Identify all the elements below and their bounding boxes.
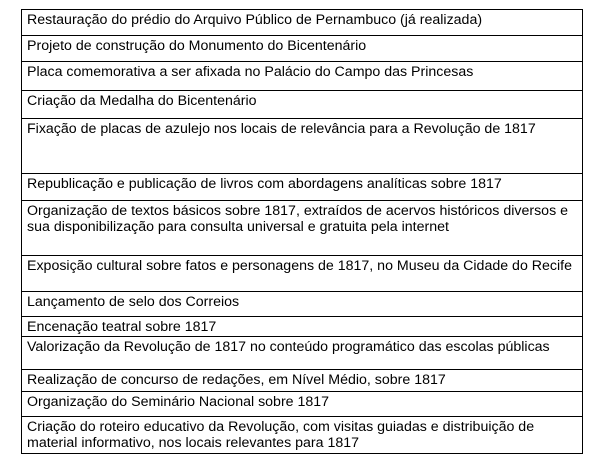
table-row: Placa comemorativa a ser afixada no Palácio do Campo das Princesas [22,62,583,91]
table-row: Projeto de construção do Monumento do Bicentenário [22,36,583,62]
table-row: Criação do roteiro educativo da Revolução, com visitas guiadas e distribuição de material informativo, nos locais relevantes para 1817 [22,417,583,454]
table-row: Valorização da Revolução de 1817 no conteúdo programático das escolas públicas [22,337,583,370]
table-row: Organização do Seminário Nacional sobre 1817 [22,392,583,417]
table-row: Organização de textos básicos sobre 1817, extraídos de acervos históricos diversos e sua disponibilização para consulta universal e gratuita pela internet [22,201,583,256]
table-row: Encenação teatral sobre 1817 [22,317,583,337]
table-row: Lançamento de selo dos Correios [22,292,583,317]
table-row: Criação da Medalha do Bicentenário [22,91,583,119]
table-row: Restauração do prédio do Arquivo Público de Pernambuco (já realizada) [22,10,583,36]
table-row: Fixação de placas de azulejo nos locais de relevância para a Revolução de 1817 [22,119,583,174]
actions-table [21,9,583,454]
table-row: Realização de concurso de redações, em Nível Médio, sobre 1817 [22,370,583,392]
table-row: Exposição cultural sobre fatos e personagens de 1817, no Museu da Cidade do Recife [22,256,583,292]
table-row: Republicação e publicação de livros com abordagens analíticas sobre 1817 [22,174,583,201]
